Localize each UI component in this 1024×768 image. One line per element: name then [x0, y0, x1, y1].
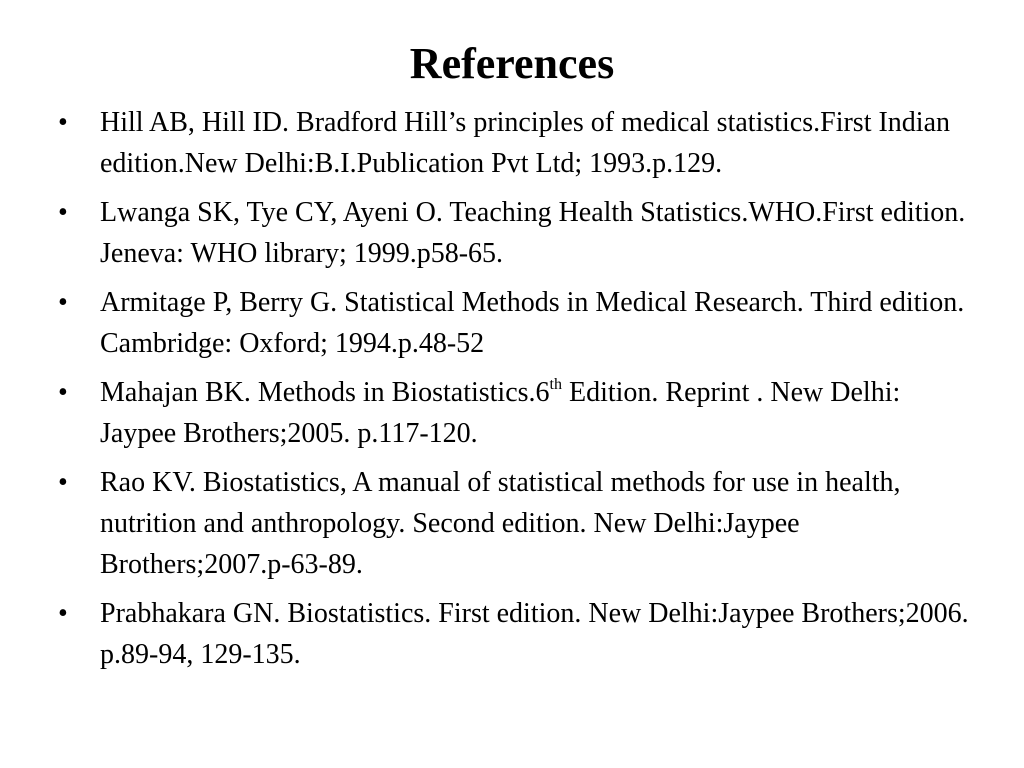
bullet-icon: • [58, 197, 68, 228]
reference-text-after-superscript: Edition. Reprint . New Delhi: Jaypee Brothers;2005. p.117-120. [100, 377, 901, 449]
reference-text: Prabhakara GN. Biostatistics. First edition. New Delhi:Jaypee Brothers;2006. p.89-94, 129-135. [100, 598, 969, 670]
bullet-icon: • [58, 287, 68, 318]
reference-item [58, 462, 978, 585]
reference-text [100, 377, 900, 449]
reference-item [58, 372, 978, 454]
slide-title: References [409, 39, 615, 88]
reference-item [58, 282, 978, 364]
reference-list [58, 102, 978, 683]
bullet-icon: • [58, 107, 68, 138]
bullet-icon: • [58, 467, 68, 498]
reference-text: Rao KV. Biostatistics, A manual of statistical methods for use in health, nutrition and anthropology. Second edition. New Delhi:Jaypee Brothers;2007.p-63-89. [100, 467, 901, 580]
reference-text-before-superscript: Mahajan BK. Methods in Biostatistics.6 [100, 377, 550, 408]
reference-item [58, 593, 978, 675]
reference-text: Hill AB, Hill ID. Bradford Hill’s principles of medical statistics.First Indian edition.New Delhi:B.I.Publication Pvt Ltd; 1993.p.129. [100, 107, 951, 179]
reference-text: Lwanga SK, Tye CY, Ayeni O. Teaching Health Statistics.WHO.First edition. Jeneva: WHO library; 1999.p58-65. [100, 197, 966, 269]
bullet-icon: • [58, 598, 68, 629]
bullet-icon: • [58, 377, 68, 408]
reference-item [58, 102, 978, 184]
ordinal-superscript: th [549, 375, 562, 393]
reference-item [58, 192, 978, 274]
reference-text: Armitage P, Berry G. Statistical Methods in Medical Research. Third edition. Cambridge: Oxford; 1994.p.48-52 [100, 287, 965, 359]
